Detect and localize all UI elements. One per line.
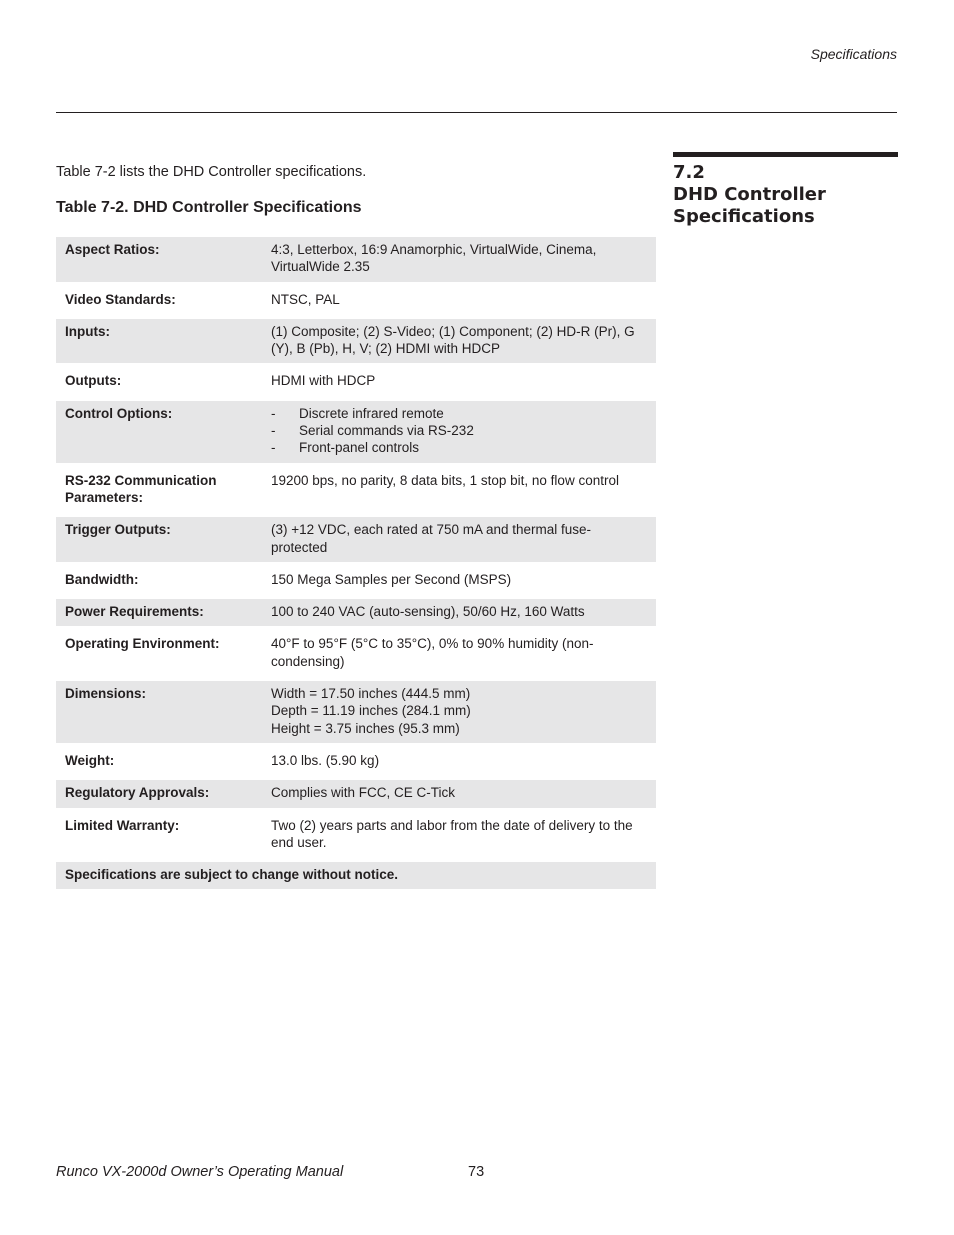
running-head: Specifications (810, 46, 897, 62)
table-row (56, 368, 656, 395)
row-value: 13.0 lbs. (5.90 kg) (271, 752, 380, 768)
row-value: 19200 bps, no parity, 8 data bits, 1 stop bit, no flow control (271, 472, 619, 488)
row-value: Two (2) years parts and labor from the date of delivery to the end user. (271, 817, 633, 850)
row-label: Power Requirements: (56, 599, 262, 626)
row-value: (1) Composite; (2) S-Video; (1) Component; (2) HD-R (Pr), G (Y), B (Pb), H, V; (2) HDMI with HDCP (262, 319, 656, 364)
table-row (56, 567, 656, 594)
table-row (56, 287, 656, 314)
row-value: (3) +12 VDC, each rated at 750 mA and thermal fuse-protected (262, 517, 656, 562)
control-options-list (271, 405, 647, 457)
row-value: HDMI with HDCP (271, 373, 376, 389)
table-row (56, 813, 656, 858)
row-value: 150 Mega Samples per Second (MSPS) (271, 571, 512, 587)
table-caption: Table 7-2. DHD Controller Specifications (56, 199, 362, 216)
row-value: 100 to 240 VAC (auto-sensing), 50/60 Hz, 160 Watts (262, 599, 656, 626)
row-value (262, 401, 656, 463)
table-row (56, 401, 656, 463)
list-item (271, 439, 647, 456)
list-item-text: Serial commands via RS-232 (299, 423, 474, 439)
row-value: NTSC, PAL (271, 291, 340, 307)
row-value: 40°F to 95°F (5°C to 35°C), 0% to 90% humidity (non-condensing) (271, 636, 594, 669)
table-row (56, 517, 656, 562)
table-row (56, 599, 656, 626)
table-note: Specifications are subject to change without notice. (56, 862, 656, 889)
table-row (56, 468, 656, 513)
spec-table (56, 237, 656, 889)
list-item-text: Front-panel controls (299, 440, 420, 456)
dash-bullet: - (271, 405, 276, 421)
table-note-row (56, 862, 656, 889)
row-label: Aspect Ratios: (56, 237, 262, 282)
table-row (56, 631, 656, 676)
row-label: Weight: (65, 752, 115, 768)
table-row (56, 237, 656, 282)
row-label: Bandwidth: (65, 571, 139, 587)
section-number: 7.2 (673, 162, 705, 183)
row-label: Operating Environment: (65, 636, 220, 652)
intro-text: Table 7-2 lists the DHD Controller specifications. (56, 164, 367, 180)
row-label: Control Options: (56, 401, 262, 463)
section-title: DHD Controller Specifications (673, 184, 826, 227)
row-label: Limited Warranty: (65, 817, 180, 833)
row-label: Video Standards: (65, 291, 176, 307)
row-label: Regulatory Approvals: (56, 780, 262, 807)
row-label: Trigger Outputs: (56, 517, 262, 562)
header-divider (56, 112, 897, 113)
dash-bullet: - (271, 440, 276, 456)
list-item (271, 422, 647, 439)
row-label: Dimensions: (56, 681, 262, 743)
row-label: Inputs: (56, 319, 262, 364)
dimension-line: Depth = 11.19 inches (284.1 mm) (271, 703, 471, 719)
row-value (262, 681, 656, 743)
row-label: RS-232 Communication Parameters: (65, 472, 217, 505)
row-value: Complies with FCC, CE C-Tick (262, 780, 656, 807)
page-number: 73 (468, 1164, 485, 1180)
section-heading-rule (673, 152, 898, 157)
dimension-line: Width = 17.50 inches (444.5 mm) (271, 686, 471, 702)
table-row (56, 319, 656, 364)
table-row (56, 681, 656, 743)
dimension-line: Height = 3.75 inches (95.3 mm) (271, 720, 460, 736)
dash-bullet: - (271, 423, 276, 439)
row-label: Outputs: (65, 373, 122, 389)
table-row (56, 748, 656, 775)
row-value: 4:3, Letterbox, 16:9 Anamorphic, VirtualWide, Cinema, VirtualWide 2.35 (262, 237, 656, 282)
table-row (56, 780, 656, 807)
list-item-text: Discrete infrared remote (299, 405, 444, 421)
footer-manual-title: Runco VX-2000d Owner’s Operating Manual (56, 1164, 344, 1180)
list-item (271, 405, 647, 422)
